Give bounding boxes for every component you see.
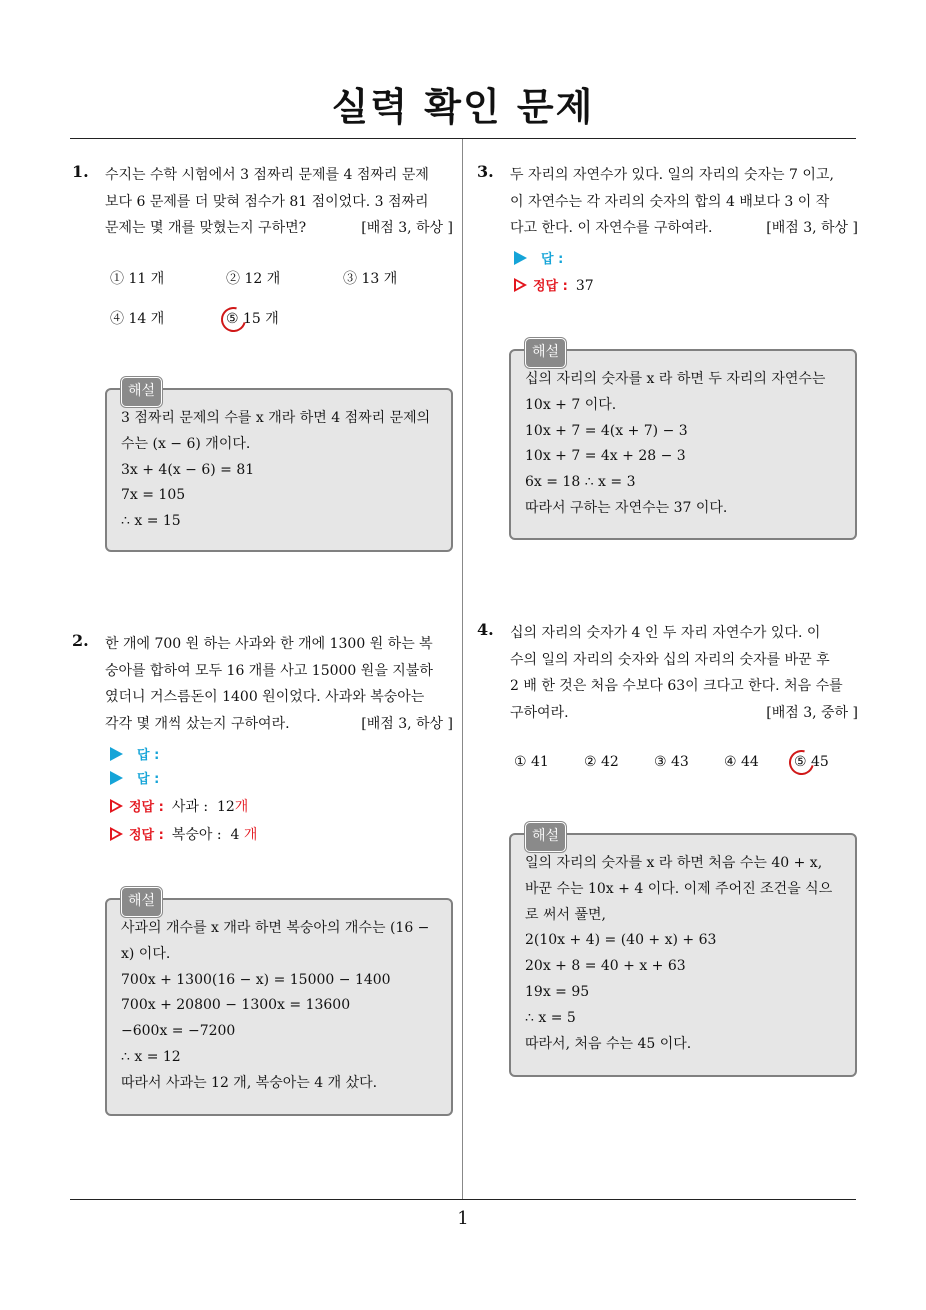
choice-mark: ①: [514, 754, 527, 770]
choice-mark: ③: [343, 271, 357, 287]
solution-line: 로 써서 풀면,: [525, 906, 606, 923]
correct-value: 37: [575, 278, 594, 294]
play-arrow-icon: [514, 251, 527, 265]
solution-line: 3 점짜리 문제의 수를 x 개라 하면 4 점짜리 문제의: [121, 410, 431, 426]
problem-line: 이 자연수는 각 자리의 숫자의 합의 4 배보다 3 이 작: [510, 193, 830, 210]
solution-line: 700x + 20800 − 1300x = 13600: [121, 997, 351, 1014]
solution-box-1: [105, 383, 453, 552]
solution-box-4: [509, 828, 857, 1077]
choice-2[interactable]: [226, 268, 280, 288]
choice-text: 11 개: [128, 271, 165, 287]
choice-5[interactable]: [226, 308, 279, 328]
outline-arrow-icon: [110, 799, 123, 813]
score-meta: [배점 3, 중하 ]: [766, 704, 858, 721]
play-arrow-icon: [110, 747, 123, 761]
solution-tag: 해설: [525, 822, 566, 852]
answer-row: [514, 248, 563, 267]
choice-mark: ④: [724, 754, 737, 770]
problem-line: 십의 자리의 숫자가 4 인 두 자리 자연수가 있다. 이: [510, 625, 821, 641]
outline-arrow-icon: [514, 278, 527, 292]
page-number: 1: [457, 1208, 469, 1229]
problem-line: [510, 700, 858, 727]
solution-line: 따라서, 처음 수는 45 이다.: [525, 1035, 692, 1052]
problem-line: 한 개에 700 원 하는 사과와 한 개에 1300 원 하는 복: [105, 636, 433, 652]
selection-circle-icon: [784, 745, 818, 779]
solution-line: 7x = 105: [121, 487, 186, 504]
choice-4[interactable]: [110, 308, 164, 328]
score-meta: [배점 3, 하상 ]: [766, 220, 858, 236]
problem-line: 숭아를 합하여 모두 16 개를 사고 15000 원을 지불하: [105, 662, 433, 679]
play-arrow-icon: [110, 771, 123, 785]
problem-number: 2.: [72, 631, 89, 650]
problem-line-text: 구하여라.: [510, 704, 569, 721]
choice-mark: ②: [226, 271, 240, 287]
solution-line: 따라서 구하는 자연수는 37 이다.: [525, 499, 728, 516]
choice-text: 44: [741, 754, 759, 770]
solution-line: 일의 자리의 숫자를 x 라 하면 처음 수는 40 + x,: [525, 855, 823, 871]
solution-line: 십의 자리의 숫자를 x 라 하면 두 자리의 자연수는: [525, 371, 826, 387]
solution-line: 수는 (x − 6) 개이다.: [121, 435, 251, 452]
solution-line: ∴ x = 12: [121, 1048, 181, 1065]
score-meta: [배점 3, 하상 ]: [361, 715, 453, 732]
choice-text: 12 개: [244, 271, 281, 287]
correct-unit: 개: [234, 799, 249, 815]
problem-line: 였더니 거스름돈이 1400 원이었다. 사과와 복숭아는: [105, 689, 425, 705]
solution-tag: 해설: [121, 377, 162, 407]
solution-line: 10x + 7 이다.: [525, 396, 617, 413]
answer-label: 답 :: [137, 772, 160, 787]
solution-line: x) 이다.: [121, 945, 171, 962]
problem-line-text: 각각 몇 개씩 샀는지 구하여라.: [105, 715, 290, 732]
correct-item: 복숭아 :: [171, 827, 222, 843]
correct-unit: 개: [243, 827, 258, 843]
solution-line: 2(10x + 4) = (40 + x) + 63: [525, 932, 717, 949]
choice-1[interactable]: [514, 754, 549, 770]
answer-label: 답 :: [541, 252, 564, 267]
choice-text: 41: [531, 754, 549, 770]
choice-text: 13 개: [361, 271, 398, 287]
problem-line: 2 배 한 것은 처음 수보다 63이 크다고 한다. 처음 수를: [510, 678, 843, 694]
solution-line: 3x + 4(x − 6) = 81: [121, 461, 255, 478]
selected-choice-mark: ⑤: [226, 311, 239, 327]
choice-mark: ③: [654, 754, 667, 770]
score-meta: [배점 3, 하상 ]: [361, 220, 453, 236]
solution-box-3: [509, 344, 857, 540]
choice-1[interactable]: [110, 268, 164, 288]
solution-box-2: [105, 893, 453, 1116]
top-rule: [70, 138, 856, 139]
problem-text: [510, 162, 858, 242]
problem-line: 보다 6 문제를 더 맞혀 점수가 81 점이었다. 3 점짜리: [105, 193, 429, 210]
solution-line: 따라서 사과는 12 개, 복숭아는 4 개 샀다.: [121, 1074, 378, 1091]
choice-text: 15 개: [243, 311, 279, 327]
solution-line: 19x = 95: [525, 983, 590, 1000]
problem-line: 두 자리의 자연수가 있다. 일의 자리의 숫자는 7 이고,: [510, 167, 834, 183]
choice-text: 43: [671, 754, 689, 770]
correct-label: 정답 :: [533, 279, 568, 294]
problem-text: [510, 620, 858, 726]
problem-line: [510, 215, 858, 242]
solution-tag: 해설: [525, 338, 566, 368]
solution-line: 10x + 7 = 4x + 28 − 3: [525, 448, 686, 465]
choice-text: 42: [601, 754, 619, 770]
solution-line: 20x + 8 = 40 + x + 63: [525, 958, 686, 975]
problem-number: 1.: [72, 162, 89, 181]
choice-text: 45: [811, 754, 829, 770]
problem-number: 3.: [477, 162, 494, 181]
solution-line: −600x = −7200: [121, 1023, 236, 1040]
choice-2[interactable]: [584, 754, 619, 770]
correct-label: 정답 :: [129, 800, 164, 815]
choice-mark: ④: [110, 311, 124, 327]
correct-label: 정답 :: [129, 828, 164, 843]
bottom-rule: [70, 1199, 856, 1200]
correct-answer-row: [110, 824, 257, 844]
correct-value: 4: [230, 827, 240, 843]
correct-item: 사과 :: [171, 799, 209, 815]
problem-line: [105, 215, 453, 242]
problem-text: [105, 162, 453, 242]
choice-4[interactable]: [724, 754, 759, 770]
problem-line-text: 문제는 몇 개를 맞혔는지 구하면?: [105, 220, 307, 236]
column-divider: [462, 139, 463, 1200]
solution-line: 10x + 7 = 4(x + 7) − 3: [525, 422, 688, 439]
choice-5[interactable]: [794, 754, 829, 770]
answer-label: 답 :: [137, 748, 160, 763]
correct-value: 12: [216, 799, 235, 815]
answer-row: [110, 744, 159, 763]
solution-line: ∴ x = 15: [121, 513, 181, 530]
problem-number: 4.: [477, 620, 494, 639]
page-title: 실력 확인 문제: [331, 85, 595, 129]
choice-3[interactable]: [654, 754, 689, 770]
correct-answer-row: [514, 275, 594, 294]
choice-text: 14 개: [128, 311, 165, 327]
problem-line: 수지는 수학 시험에서 3 점짜리 문제를 4 점짜리 문제: [105, 167, 429, 183]
choice-mark: ②: [584, 754, 597, 770]
solution-line: 700x + 1300(16 − x) = 15000 − 1400: [121, 971, 391, 988]
problem-line-text: 다고 한다. 이 자연수를 구하여라.: [510, 220, 713, 236]
solution-tag: 해설: [121, 887, 162, 917]
solution-line: 바꾼 수는 10x + 4 이다. 이제 주어진 조건을 식으: [525, 880, 833, 897]
problem-line: [105, 711, 453, 738]
selected-choice-mark: ⑤: [794, 754, 807, 770]
solution-line: ∴ x = 5: [525, 1009, 576, 1026]
problem-text: [105, 631, 453, 737]
problem-line: 수의 일의 자리의 숫자와 십의 자리의 숫자를 바꾼 후: [510, 651, 830, 668]
correct-answer-row: [110, 796, 248, 816]
choice-3[interactable]: [343, 268, 397, 288]
outline-arrow-icon: [110, 827, 123, 841]
selection-circle-icon: [216, 302, 250, 336]
solution-line: 6x = 18 ∴ x = 3: [525, 474, 636, 491]
choice-mark: ①: [110, 271, 124, 287]
answer-row: [110, 768, 159, 787]
solution-line: 사과의 개수를 x 개라 하면 복숭아의 개수는 (16 −: [121, 920, 430, 936]
